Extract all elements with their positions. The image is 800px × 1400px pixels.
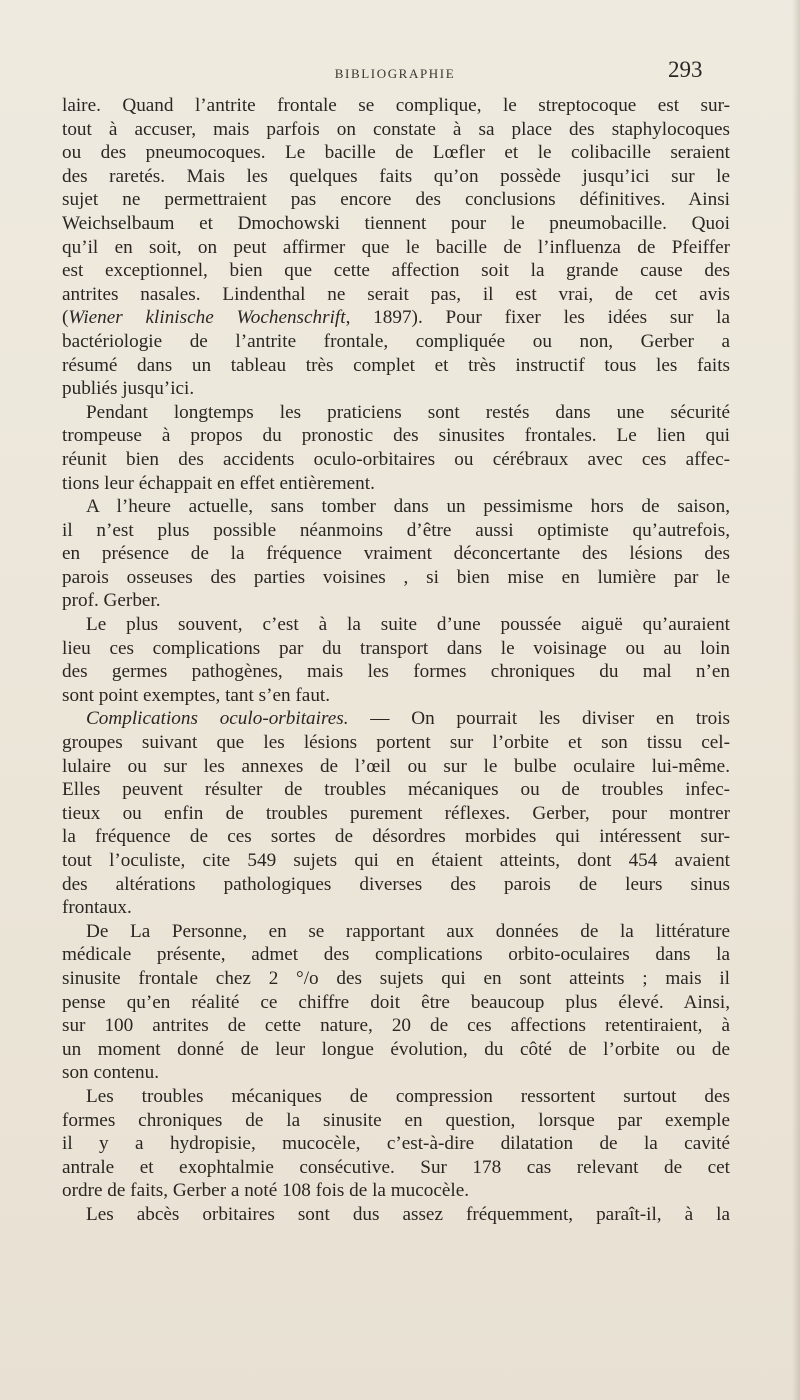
page-number: 293 <box>668 57 703 82</box>
text-line: Elles peuvent résulter de troubles mécaniques ou de troubles infec- <box>62 779 730 801</box>
text-line: antrale et exophtalmie consécutive. Sur 178 cas relevant de cet <box>62 1156 730 1178</box>
paragraph-start-line: A l’heure actuelle, sans tomber dans un pessimisme hors de saison, <box>86 496 730 518</box>
text-line: ou des pneumocoques. Le bacille de Lœfler et le colibacille seraient <box>62 142 730 164</box>
paragraph-end-line: sont point exemptes, tant s’en faut. <box>62 684 331 706</box>
text-segment: ( <box>62 307 69 329</box>
text-line-with-citation <box>62 306 730 330</box>
section-title: Complications oculo-orbitaires. <box>86 708 349 730</box>
paragraph-start-line: De La Personne, en se rapportant aux données de la littérature <box>86 920 730 942</box>
text-line: des raretés. Mais les quelques faits qu’on possède jusqu’ici sur le <box>62 165 730 187</box>
running-head <box>0 57 800 89</box>
text-line: sur 100 antrites de cette nature, 20 de ces affections retentiraient, à <box>62 1015 730 1037</box>
paragraph-end-line: frontaux. <box>62 897 132 919</box>
text-segment: , 1897). Pour fixer les idées sur la <box>345 307 730 329</box>
body-text <box>62 94 730 1227</box>
text-line: un moment donné de leur longue évolution, du côté de l’orbite ou de <box>62 1038 730 1060</box>
text-line: groupes suivant que les lésions portent sur l’orbite et son tissu cel- <box>62 732 730 754</box>
text-line: sinusite frontale chez 2 °/o des sujets qui en sont atteints ; mais il <box>62 967 730 989</box>
text-line: parois osseuses des parties voisines , si bien mise en lumière par le <box>62 566 730 588</box>
text-line: lulaire ou sur les annexes de l’œil ou sur le bulbe oculaire lui-même. <box>62 755 730 777</box>
text-line: médicale présente, admet des complications orbito-oculaires dans la <box>62 944 730 966</box>
text-line: trompeuse à propos du pronostic des sinusites frontales. Le lien qui <box>62 425 730 447</box>
paragraph-start-line: Pendant longtemps les praticiens sont restés dans une sécurité <box>86 401 730 423</box>
paragraph-end-line: tions leur échappait en effet entièrement. <box>62 472 375 494</box>
text-segment: — On pourrait les diviser en trois <box>348 708 730 730</box>
text-line: résumé dans un tableau très complet et très instructif tous les faits <box>62 354 730 376</box>
paragraph-end-line: prof. Gerber. <box>62 590 161 612</box>
paragraph-start-line: Les abcès orbitaires sont dus assez fréquemment, paraît-il, à la <box>86 1203 730 1225</box>
paragraph-start-line: Le plus souvent, c’est à la suite d’une poussée aiguë qu’auraient <box>86 614 730 636</box>
text-line: sujet ne permettraient pas encore des conclusions définitives. Ainsi <box>62 189 730 211</box>
journal-citation: Wiener klinische Wochenschrift <box>68 307 346 329</box>
text-line: pense qu’en réalité ce chiffre doit être beaucoup plus élevé. Ainsi, <box>62 991 730 1013</box>
text-line: antrites nasales. Lindenthal ne serait pas, il est vrai, de cet avis <box>62 283 730 305</box>
section-heading-line <box>62 707 730 731</box>
text-line: Weichselbaum et Dmochowski tiennent pour le pneumobacille. Quoi <box>62 212 730 234</box>
text-line: la fréquence de ces sortes de désordres morbides qui intéressent sur- <box>62 826 730 848</box>
text-line: tout l’oculiste, cite 549 sujets qui en étaient atteints, dont 454 avaient <box>62 850 730 871</box>
paragraph-end-line: publiés jusqu’ici. <box>62 378 195 400</box>
text-line: en présence de la fréquence vraiment déconcertante des lésions des <box>62 543 730 565</box>
text-line: des altérations pathologiques diverses des parois de leurs sinus <box>62 873 730 895</box>
text-line: laire. Quand l’antrite frontale se complique, le streptocoque est sur- <box>62 95 730 116</box>
text-line: formes chroniques de la sinusite en question, lorsque par exemple <box>62 1109 730 1131</box>
text-line: tout à accuser, mais parfois on constate à sa place des staphylocoques <box>62 118 730 140</box>
running-title: BIBLIOGRAPHIE <box>334 66 456 81</box>
text-line: réunit bien des accidents oculo-orbitaires ou cérébraux avec ces affec- <box>62 448 730 470</box>
text-line: bactériologie de l’antrite frontale, compliquée ou non, Gerber a <box>62 330 730 352</box>
paragraph-start-line: Les troubles mécaniques de compression ressortent surtout des <box>86 1085 730 1107</box>
text-line: est exceptionnel, bien que cette affection soit la grande cause des <box>62 260 730 282</box>
text-line: des germes pathogènes, mais les formes chroniques du mal n’en <box>62 661 730 683</box>
text-line: lieu ces complications par du transport dans le voisinage ou au loin <box>62 637 730 659</box>
text-line: il y a hydropisie, mucocèle, c’est-à-dire dilatation de la cavité <box>62 1133 730 1155</box>
page-edge-shadow <box>792 0 800 1400</box>
text-line: qu’il en soit, on peut affirmer que le bacille de l’influenza de Pfeiffer <box>62 236 730 258</box>
paragraph-end-line: son contenu. <box>62 1062 159 1084</box>
text-line: tieux ou enfin de troubles purement réflexes. Gerber, pour montrer <box>62 802 730 824</box>
paragraph-end-line: ordre de faits, Gerber a noté 108 fois de la mucocèle. <box>62 1180 470 1202</box>
text-line: il n’est plus possible néanmoins d’être aussi optimiste qu’autrefois, <box>62 519 730 541</box>
